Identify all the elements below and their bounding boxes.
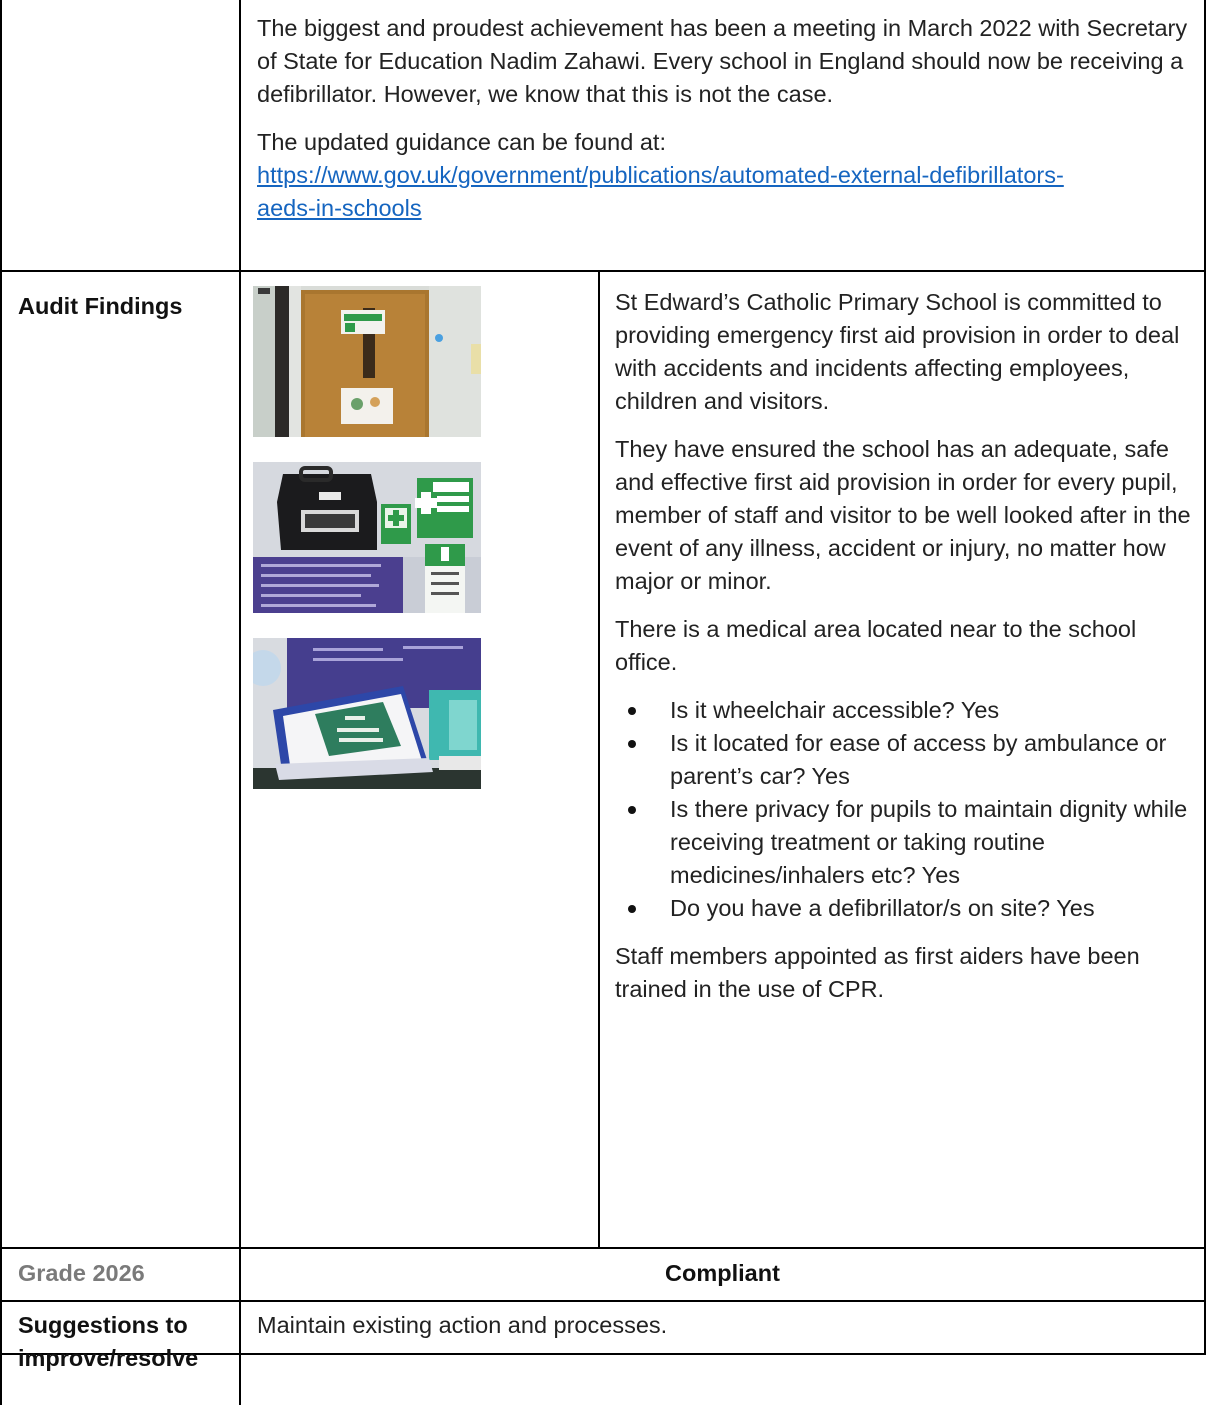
row-divider-grade bbox=[0, 1300, 1206, 1302]
guidance-link[interactable]: https://www.gov.uk/government/publications/automated-external-defibrillators-aeds-in-schools bbox=[257, 162, 1064, 221]
photo-text-divider bbox=[598, 270, 600, 1248]
accident-book-photo bbox=[253, 638, 481, 789]
commitment-paragraph: St Edward’s Catholic Primary School is committed to providing emergency first aid provision in order to deal with accidents and incidents affecting employees, children and visitors. bbox=[615, 289, 1180, 414]
audit-findings-text bbox=[615, 286, 1200, 1006]
first-aid-room-door-photo bbox=[253, 286, 481, 437]
grade-value: Compliant bbox=[665, 1260, 780, 1286]
aed-cabinet-photo bbox=[253, 462, 481, 613]
row-divider-audit bbox=[0, 1247, 1206, 1249]
suggestions-text: Maintain existing action and processes. bbox=[257, 1312, 668, 1338]
intro-paragraph: The biggest and proudest achievement has been a meeting in March 2022 with Secretary of State for Education Nadim Zahawi. Every school in England should now be receiving a defibrillator. However, we know that this is not the case. bbox=[257, 15, 1188, 107]
intro-section bbox=[257, 12, 1202, 225]
grade-label: Grade 2026 bbox=[18, 1260, 145, 1286]
suggestions-label bbox=[18, 1309, 198, 1375]
medical-area-checklist bbox=[615, 694, 1200, 925]
medical-area-paragraph: There is a medical area located near to the school office. bbox=[615, 616, 1137, 675]
cpr-training-paragraph: Staff members appointed as first aiders have been trained in the use of CPR. bbox=[615, 943, 1140, 1002]
guidance-lead: The updated guidance can be found at: bbox=[257, 129, 666, 155]
checklist-item: Is it located for ease of access by ambulance or parent’s car? Yes bbox=[615, 727, 1200, 793]
table-left-border bbox=[0, 0, 2, 1405]
column-divider bbox=[239, 0, 241, 1405]
audit-findings-label: Audit Findings bbox=[18, 293, 183, 319]
checklist-item: Is there privacy for pupils to maintain dignity while receiving treatment or taking routine medicines/inhalers etc? Yes bbox=[615, 793, 1200, 892]
checklist-item: Is it wheelchair accessible? Yes bbox=[615, 694, 1200, 727]
suggestions-label-line2: improve/resolve bbox=[18, 1345, 199, 1371]
checklist-item: Do you have a defibrillator/s on site? Yes bbox=[615, 892, 1200, 925]
provision-paragraph: They have ensured the school has an adequate, safe and effective first aid provision in order for every pupil, member of staff and visitor to be well looked after in the event of any illness, accident or injury, no matter how major or minor. bbox=[615, 436, 1191, 594]
suggestions-label-line1: Suggestions to bbox=[18, 1312, 188, 1338]
row-divider-intro bbox=[0, 270, 1206, 272]
